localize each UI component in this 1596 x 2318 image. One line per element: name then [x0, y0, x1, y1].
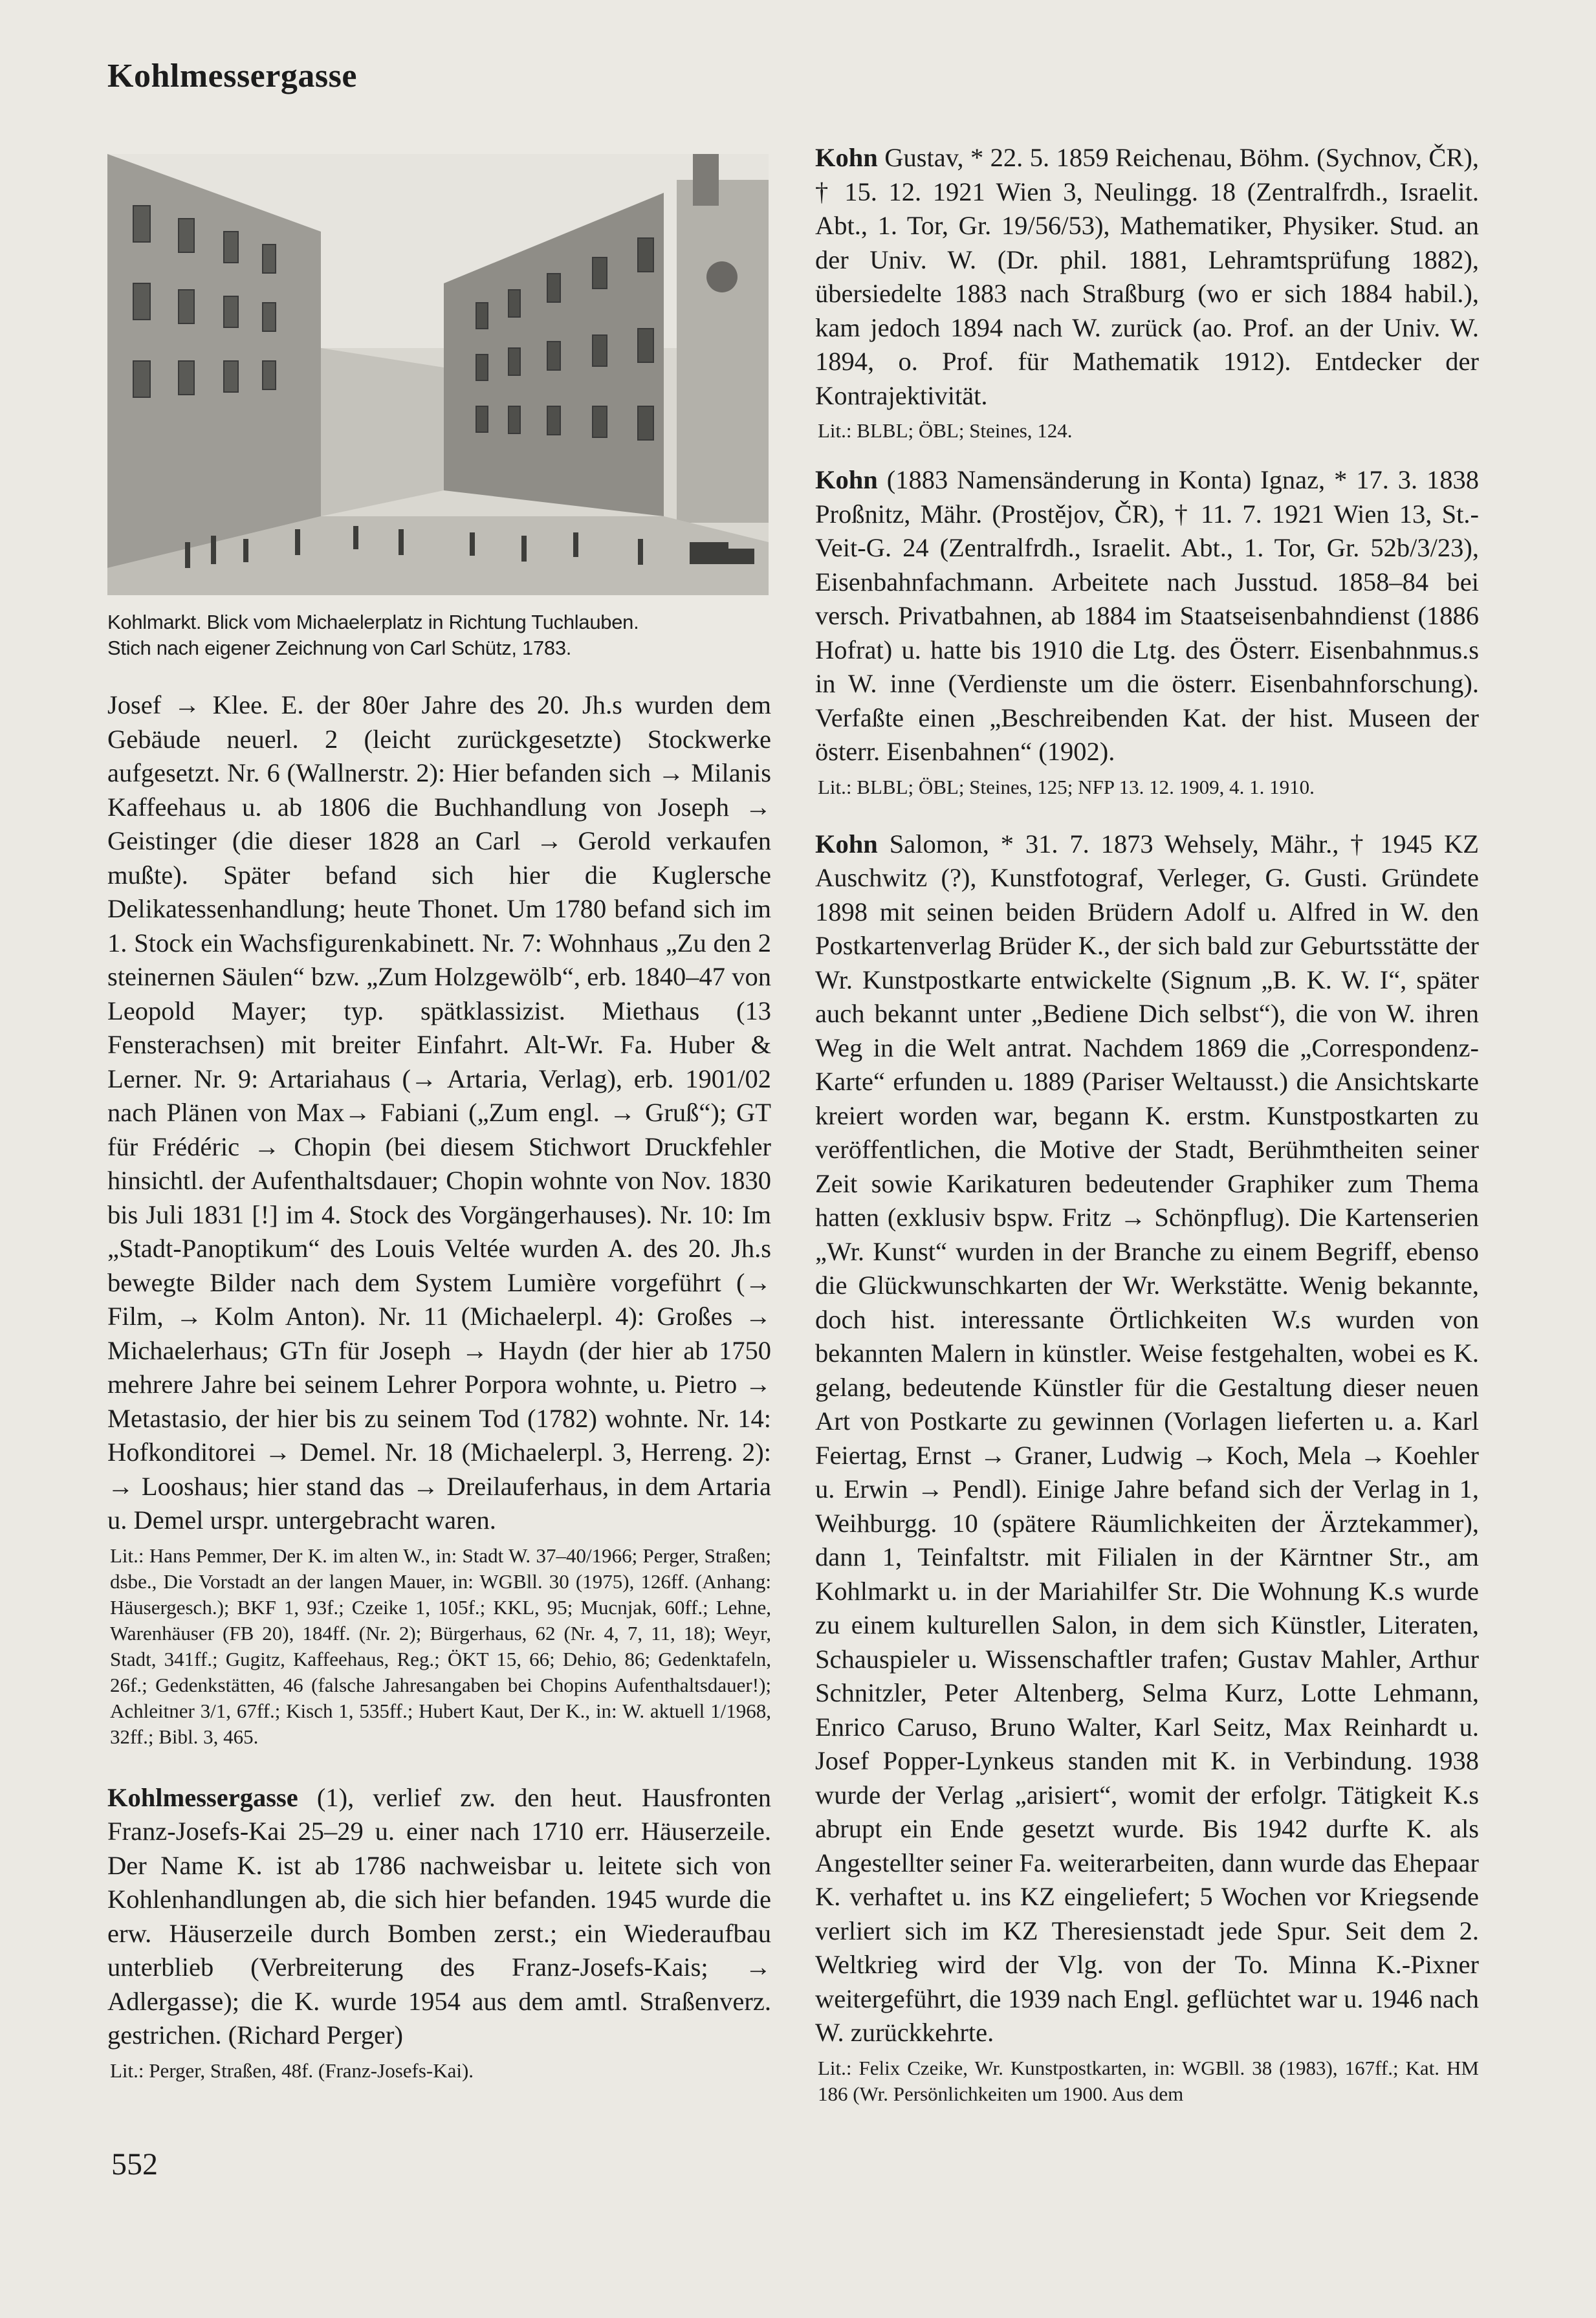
kohn-salomon-entry [815, 827, 1479, 2050]
kohn-ignaz-entry [815, 463, 1479, 769]
entry-headword: Kohn [815, 829, 878, 858]
entry-headword: Kohn [815, 465, 878, 494]
entry-headword: Kohn [815, 143, 878, 172]
kohn-salomon-literature: Lit.: Felix Czeike, Wr. Kunstpostkarten, in: WGBll. 38 (1983), 167ff.; Kat. HM 186 (Wr. Persönlichkeiten um 1900. Aus dem [818, 2056, 1479, 2105]
kohn-ignaz-literature: Lit.: BLBL; ÖBL; Steines, 125; NFP 13. 12. 1909, 4. 1. 1910. [818, 775, 1315, 798]
entry-text: Salomon, * 31. 7. 1873 Wehsely, Mähr., † 1945 KZ Auschwitz (?), Kunstfotograf, Verleger, G. Gusti. Gründete 1898 mit seinen beiden Brüdern Adolf u. Alfred in W. den Postkartenverlag Brüder K., der sich bald zur Geburtsstätte der Wr. Kunstpostkarte entwickelte (Signum „B. K. W. I“, später auch bekannt unter „Bediene Dich selbst“), die von W. ihren Weg in die Welt antrat. Nachdem 1869 die „Correspondenz-Karte“ erfunden u. 1889 (Pariser Weltausst.) die Ansichtskarte kreiert worden war, begann K. erstm. Kunstpostkarten zu veröffentlichen, die Motive der Stadt, Berühmtheiten seiner Zeit sowie Karikaturen bedeutender Graphiker zum Thema hatten (exklusiv bspw. Fritz → Schönpflug). Die Kartenserien „Wr. Kunst“ wurden in der Branche zu einem Begriff, ebenso die Glückwunschkarten der Wr. Werkstätte. Wenig bekannte, doch hist. interessante Örtlichkeiten W.s wurden von bekannten Malern in künstler. Weise festgehalten, wobei es K. gelang, bedeutende Künstler für die Gestaltung dieser neuen Art von Postkarte zu gewinnen (Vorlagen lieferten u. a. Karl Feiertag, Ernst → Graner, Ludwig → Koch, Mela → Koehler u. Erwin → Pendl). Einige Jahre befand sich der Verlag in 1, Weihburgg. 10 (spätere Räumlichkeiten der Ärztekammer), dann 1, Teinfaltstr. mit Filialen in der Kärntner Str., am Kohlmarkt u. in der Mariahilfer Str. Die Wohnung K.s wurde zu einem kulturellen Salon, in dem sich Künstler, Literaten, Schauspieler u. Wissenschaftler trafen; Gustav Mahler, Arthur Schnitzler, Peter Altenberg, Selma Kurz, Lotte Lehmann, Enrico Caruso, Bruno Walter, Karl Seitz, Max Reinhardt u. Josef Popper-Lynkeus standen mit K. in Verbindung. 1938 wurde der Verlag „arisiert“, womit der erfolgr. Tätigkeit K.s abrupt ein Ende gesetzt wurde. Bis 1942 durfte K. als Angestellter seiner Fa. weiterarbeiten, dann wurde das Ehepaar K. verhaftet u. ins KZ eingeliefert; 5 Wochen vor Kriegsende verliert sich im KZ Theresienstadt jede Spur. Seit dem 2. Weltkrieg wird der Vlg. von der To. Minna K.-Pixner weitergeführt, die 1939 nach Engl. geflüchtet war u. 1946 nach W. zurückkehrte. [815, 829, 1479, 2047]
entry-headword: Kohlmessergasse [107, 1782, 298, 1812]
kohlmarkt-engraving-image [107, 154, 769, 595]
entry-text: (1), verlief zw. den heut. Hausfronten Franz-Josefs-Kai 25–29 u. einer nach 1710 err. Häuserzeile. Der Name K. ist ab 1786 nachweisbar u. leitete sich von Kohlenhandlungen ab, die sich hier befanden. 1945 wurde die erw. Häuserzeile durch Bomben zerst.; ein Wiederaufbau unterblieb (Verbreiterung des Franz-Josefs-Kais; → Adlergasse); die K. wurde 1954 aus dem amtl. Straßenverz. gestrichen. (Richard Perger) [107, 1782, 771, 2050]
page-header-title: Kohlmessergasse [107, 58, 357, 94]
entry-text: (1883 Namensänderung in Konta) Ignaz, * 17. 3. 1838 Proßnitz, Mähr. (Prostějov, ČR), † 11. 7. 1921 Wien 13, St.-Veit-G. 24 (Zentralfrdh., Israelit. Abt., 1. Tor, Gr. 52b/3/23), Eisenbahnfachmann. Arbeitete nach Jusstud. 1858–84 bei versch. Privatbahnen, ab 1884 im Staatseisenbahndienst (1886 Hofrat) u. hatte bis 1910 die Ltg. des Österr. Eisenbahnmus.s in W. inne (Verdienste um die österr. Eisenbahnforschung). Verfaßte einen „Beschreibenden Kat. der hist. Museen der österr. Eisenbahnen“ (1902). [815, 465, 1479, 766]
kohlmessergasse-literature: Lit.: Perger, Straßen, 48f. (Franz-Josefs-Kai). [110, 2059, 474, 2082]
kohlmarkt-literature: Lit.: Hans Pemmer, Der K. im alten W., in: Stadt W. 37–40/1966; Perger, Straßen; dsbe., Die Vorstadt an der langen Mauer, in: WGBll. 30 (1975), 126ff. (Anhang: Häusergesch.); BKF 1, 93f.; Czeike 1, 105f.; KKL, 95; Mucnjak, 60ff.; Lehne, Warenhäuser (FB 20), 184ff. (Nr. 2); Bürgerhaus, 62 (Nr. 4, 7, 11, 18); Weyr, Stadt, 341ff.; Gugitz, Kaffeehaus, Reg.; ÖKT 15, 66; Dehio, 86; Gedenktafeln, 26f.; Gedenkstätten, 46 (falsche Jahresangaben bei Chopins Aufenthaltsdauer!); Achleitner 3/1, 67ff.; Kisch 1, 535ff.; Hubert Kaut, Der K., in: W. aktuell 1/1968, 32ff.; Bibl. 3, 465. [110, 1544, 771, 1748]
caption-line: Kohlmarkt. Blick vom Michaelerplatz in Richtung Tuchlauben. [107, 611, 639, 633]
kohn-gustav-entry [815, 141, 1479, 413]
kohlmessergasse-entry [107, 1781, 771, 2053]
left-column [107, 154, 771, 2084]
entry-text: Gustav, * 22. 5. 1859 Reichenau, Böhm. (Sychnov, ČR), † 15. 12. 1921 Wien 3, Neulingg. 18 (Zentralfrdh., Israelit. Abt., 1. Tor, Gr. 19/56/53), Mathematiker, Physiker. Stud. an der Univ. W. (Dr. phil. 1881, Lehramtsprüfung 1882), übersiedelte 1883 nach Straßburg (wo er sich 1884 habil.), kam jedoch 1894 nach W. zurück (ao. Prof. an der Univ. W. 1894, o. Prof. für Mathematik 1912). Entdecker der Kontrajektivität. [815, 143, 1479, 410]
page-number: 552 [111, 2147, 158, 2181]
right-column [815, 141, 1479, 2107]
kohlmarkt-entry-continuation: Josef → Klee. E. der 80er Jahre des 20. Jh.s wurden dem Gebäude neuerl. 2 (leicht zurückgesetzte) Stockwerke aufgesetzt. Nr. 6 (Wallnerstr. 2): Hier befanden sich → Milanis Kaffeehaus u. ab 1806 die Buchhandlung von Joseph → Geistinger (die dieser 1828 an Carl → Gerold verkaufen mußte). Später befand sich hier die Kuglersche Delikatessenhandlung; heute Thonet. Um 1780 befand sich im 1. Stock ein Wachsfigurenkabinett. Nr. 7: Wohnhaus „Zu den 2 steinernen Säulen“ bzw. „Zum Holzgewölb“, erb. 1840–47 von Leopold Mayer; typ. spätklassizist. Miethaus (13 Fensterachsen) mit breiter Einfahrt. Alt-Wr. Fa. Huber & Lerner. Nr. 9: Artariahaus (→ Artaria, Verlag), erb. 1901/02 nach Plänen von Max→ Fabiani („Zum engl. → Gruß“); GT für Frédéric → Chopin (bei diesem Stichwort Druckfehler hinsichtl. der Aufenthaltsdauer; Chopin wohnte von Nov. 1830 bis Juli 1831 [!] im 4. Stock des Vorgängerhauses). Nr. 10: Im „Stadt-Panoptikum“ des Louis Veltée wurden A. des 20. Jh.s bewegte Bilder nach dem System Lumière vorgeführt (→ Film, → Kolm Anton). Nr. 11 (Michaelerpl. 4): Großes → Michaelerhaus; GTn für Joseph → Haydn (der hier ab 1750 mehrere Jahre bei seinem Lehrer Porpora wohnte, u. Pietro → Metastasio, der hier bis zu seinem Tod (1782) wohnte. Nr. 14: Hofkonditorei → Demel. Nr. 18 (Michaelerpl. 3, Herreng. 2): → Looshaus; hier stand das → Dreilauferhaus, in dem Artaria u. Demel urspr. untergebracht waren. [107, 690, 771, 1535]
figure-caption [107, 609, 771, 661]
kohn-gustav-literature: Lit.: BLBL; ÖBL; Steines, 124. [818, 419, 1073, 442]
caption-line: Stich nach eigener Zeichnung von Carl Schütz, 1783. [107, 637, 572, 659]
